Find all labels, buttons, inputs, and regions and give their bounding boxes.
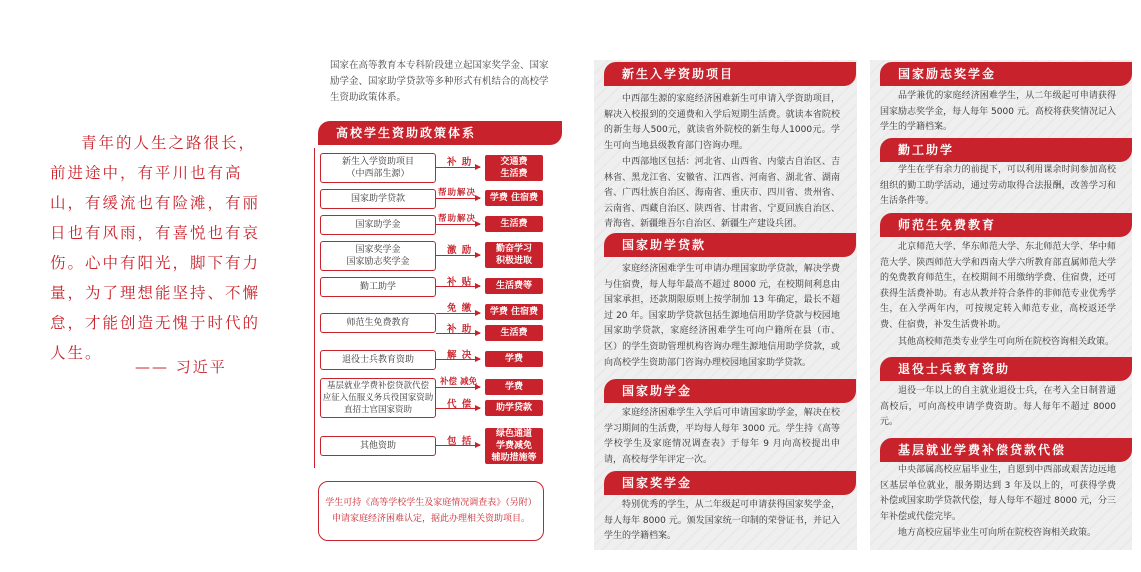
policy-box-normal: 师范生免费教育 (320, 313, 436, 333)
policy-arrow-label: 补 助 (447, 324, 473, 335)
quote-author: —— 习近平 (135, 358, 227, 376)
policy-arrow-label: 补 贴 (447, 277, 473, 288)
section-text: 北京师范大学、华东师范大学、东北师范大学、华中师范大学、陕西师范大学和西南大学六所教育部直属师范大学的免费教育师范生，在校期间不用缴纳学费、住宿费，还可获得生活费补助。有志从教并符合条件的非师范专业优秀学生，在入学两年内，可按规定转入师范专业，高校返还学费、住宿费，补发生活费补助。 (880, 242, 1116, 330)
policy-arrow-label: 解 决 (447, 350, 473, 361)
policy-arrow-label: 代 偿 (447, 399, 473, 410)
policy-arrow-label: 帮助解决 (438, 188, 477, 198)
policy-benefit: 勤奋学习 积极进取 (485, 242, 543, 268)
policy-arrow (436, 198, 480, 199)
section-text: 特别优秀的学生，从二年级起可申请获得国家奖学金，每人每年 8000 元。颁发国家统一印制的荣誉证书，并记入学生的学籍档案。 (604, 500, 840, 542)
policy-arrow (436, 224, 480, 225)
policy-arrow (436, 387, 480, 388)
policy-benefit: 交通费 生活费 (485, 155, 543, 181)
policy-box-veteran: 退役士兵教育资助 (320, 350, 436, 370)
section-text: 家庭经济困难学生入学后可申请国家助学金，解决在校学习期间的生活费，平均每人每年 3000 元。学生持《高等学校学生及家庭情况调查表》于每年 9 月向高校提出申请，高校每学年评定一次。 (604, 408, 840, 465)
policy-box-grant: 国家助学金 (320, 215, 436, 235)
policy-benefit: 学费 住宿费 (485, 190, 543, 206)
policy-benefit: 生活费 (485, 325, 543, 341)
policy-box-scholarship: 国家奖学金 国家励志奖学金 (320, 241, 436, 271)
section-title-scholarship: 国家奖学金 (604, 471, 856, 495)
section-title-inspire: 国家励志奖学金 (880, 62, 1132, 86)
policy-arrow-label: 补 助 (447, 157, 473, 168)
policy-box-loan: 国家助学贷款 (320, 189, 436, 209)
policy-box-grassroots: 基层就业学费补偿贷款代偿 应征入伍服义务兵役国家资助 直招士官国家资助 (320, 378, 436, 418)
policy-box-other: 其他资助 (320, 436, 436, 456)
section-title-loan: 国家助学贷款 (604, 233, 856, 257)
section-text: 中西部地区包括：河北省、山西省、内蒙古自治区、吉林省、黑龙江省、安徽省、江西省、河南省、湖北省、湖南省、广西壮族自治区、海南省、重庆市、四川省、贵州省、云南省、西藏自治区、陕西省、甘肃省、宁夏回族自治区、青海省、新疆维吾尔自治区、新疆生产建设兵团。 (604, 157, 840, 230)
policy-arrow-label: 激 励 (447, 245, 473, 256)
policy-benefit: 学费 (485, 379, 543, 395)
policy-benefit: 生活费等 (485, 278, 543, 294)
policy-arrow-label: 补偿 减免 (440, 377, 477, 387)
intro-text: 国家在高等教育本专科阶段建立起国家奖学金、国家励学金、国家助学贷款等多种形式有机结合的高校学生资助政策体系。 (330, 60, 549, 103)
policy-benefit: 绿色通道 学费减免 辅助措施等 (485, 428, 543, 464)
chart-note (318, 481, 544, 541)
section-text: 学生在学有余力的前提下，可以利用课余时间参加高校组织的勤工助学活动，通过劳动取得合法报酬，改善学习和生活条件等。 (880, 165, 1116, 207)
section-title-grassroots: 基层就业学费补偿贷款代偿 (880, 438, 1132, 462)
policy-arrow-label: 帮助解决 (438, 214, 477, 224)
quote-text: 青年的人生之路很长，前进途中，有平川也有高山，有缓流也有险滩，有丽日也有风雨，有喜悦也有哀伤。心中有阳光，脚下有力量，为了理想能坚持、不懈怠，才能创造无愧于时代的人生。 (50, 134, 261, 362)
section-text: 其他高校师范类专业学生可向所在院校咨询相关政策。 (898, 337, 1115, 347)
section-text: 退役一年以上的自主就业退役士兵，在考入全日制普通高校后，可向高校申请学费资助。每人每年不超过 8000 元。 (880, 386, 1116, 428)
section-text: 品学兼优的家庭经济困难学生，从二年级起可申请获得国家励志奖学金，每人每年 5000 元。高校将获奖情况记入学生的学籍档案。 (880, 91, 1116, 133)
policy-arrow-label: 免 缴 (447, 303, 473, 314)
policy-arrow-label: 包 括 (447, 436, 473, 447)
section-title-normal: 师范生免费教育 (880, 213, 1132, 237)
section-text: 中西部生源的家庭经济困难新生可申请入学资助项目，解决入校报到的交通费和入学后短期生活费。就读本省院校的新生每人500元，就读省外院校的新生每人1000元。学生可向当地县级教育部门咨询办理。 (604, 94, 840, 151)
chart-title: 高校学生资助政策体系 (318, 121, 562, 145)
policy-benefit: 助学贷款 (485, 400, 543, 416)
policy-benefit: 生活费 (485, 216, 543, 232)
section-title-grant: 国家助学金 (604, 379, 856, 403)
section-title-veteran: 退役士兵教育资助 (880, 357, 1132, 381)
section-text: 地方高校应届毕业生可向所在院校咨询相关政策。 (898, 528, 1097, 538)
policy-box-freshman: 新生入学资助项目 （中西部生源） (320, 153, 436, 183)
chart-note-text: 学生可持《高等学校学生及家庭情况调查表》（另附）申请家庭经济困难认定，据此办理相关资助项目。 (325, 498, 537, 524)
policy-benefit: 学费 住宿费 (485, 304, 543, 320)
section-title-freshman: 新生入学资助项目 (604, 62, 856, 86)
policy-box-work: 勤工助学 (320, 277, 436, 297)
section-text: 家庭经济困难学生可申请办理国家助学贷款，解决学费与住宿费，每人每年最高不超过 8000 元，在校期间利息由国家承担，还款期限原则上按学制加 13 年确定，最长不超过 20 年。国家助学贷款包括生源地信用助学贷款与校园地国家助学贷款，家庭经济困难学生可向户籍所在县（市、区）的学生资助管理机构咨询办理生源地信用助学贷款，或向高校学生资助部门咨询办理校园地国家助学贷款。 (604, 264, 840, 368)
policy-benefit: 学费 (485, 351, 543, 367)
section-text: 中央部属高校应届毕业生，自愿到中西部或艰苦边远地区基层单位就业，服务期达到 3 年及以上的，可获得学费补偿或国家助学贷款代偿，每人每年不超过 8000 元，分三年补偿或代偿完毕。 (880, 465, 1116, 522)
section-title-work: 勤工助学 (880, 138, 1132, 162)
chart-connector-line (314, 148, 315, 468)
